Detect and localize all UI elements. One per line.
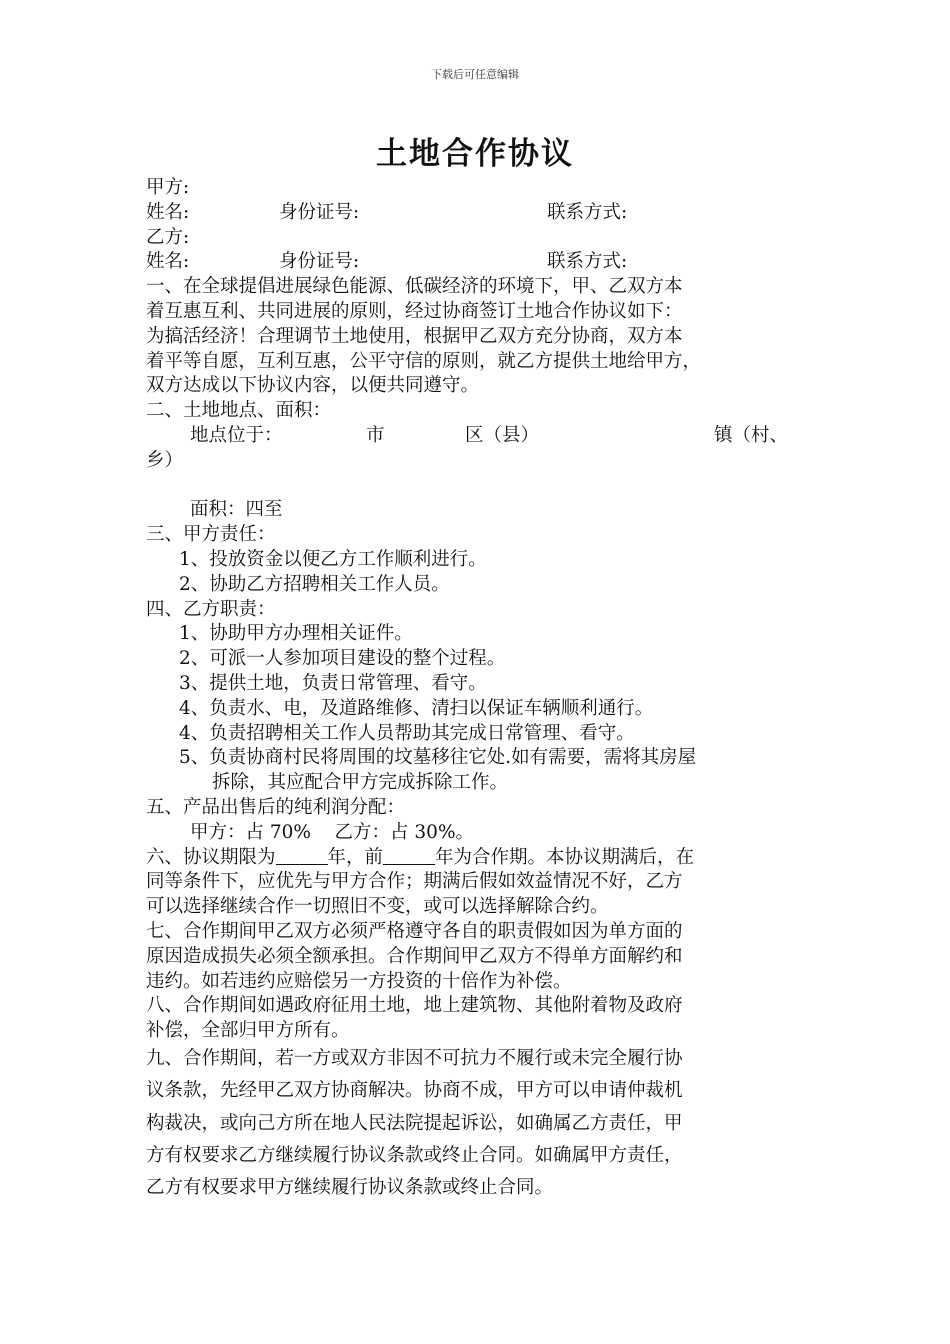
term-years-blank <box>276 846 328 865</box>
sec9-block <box>146 1043 810 1204</box>
sec1-line: 着平等自愿，互利互惠，公平守信的原则，就乙方提供土地给甲方， <box>146 350 702 372</box>
sec9-line: 构裁决，或向己方所在地人民法院提起诉讼，如确属乙方责任，甲 <box>146 1112 683 1134</box>
sec7-line: 原因造成损失必须全额承担。合作期间甲乙双方不得单方面解约和 <box>146 945 683 967</box>
sec4-item: 4、负责水、电，及道路维修、清扫以保证车辆顺利通行。 <box>179 697 654 719</box>
location-label: 地点位于： <box>190 424 283 446</box>
sec8-line: 补偿，全部归甲方所有。 <box>146 1020 350 1042</box>
sec6-part2: 年，前 <box>327 846 384 868</box>
sec6-first-line <box>146 846 810 871</box>
sec9-line: 乙方有权要求甲方继续履行协议条款或终止合同。 <box>146 1177 554 1199</box>
sec2-heading: 二、土地地点、面积： <box>146 400 332 422</box>
sec4-item: 2、可派一人参加项目建设的整个过程。 <box>179 648 506 670</box>
profit-split: 甲方：占 70% 乙方：占 30%。 <box>190 821 475 843</box>
sec3-item: 2、协助乙方招聘相关工作人员。 <box>179 573 450 595</box>
sec5-heading: 五、产品出售后的纯利润分配： <box>146 796 406 818</box>
sec7-line: 七、合作期间甲乙双方必须严格遵守各自的职责假如因为单方面的 <box>146 920 683 942</box>
party-a-label: 甲方: <box>146 177 190 198</box>
location-town-cont: 乡） <box>146 449 184 471</box>
sec6-line: 同等条件下，应优先与甲方合作；期满后假如效益情况不好，乙方 <box>146 871 683 893</box>
sec4-item: 4、负责招聘相关工作人员帮助其完成日常管理、看守。 <box>179 722 635 744</box>
location-town: 镇（村、 <box>714 424 789 446</box>
sec8-line: 八、合作期间如遇政府征用土地，地上建筑物、其他附着物及政府 <box>146 995 683 1017</box>
party-b-label: 乙方: <box>146 226 190 248</box>
page-title: 土地合作协议 <box>376 136 574 172</box>
party-b-fields <box>146 250 810 275</box>
area-line: 面积：四至 <box>190 499 283 521</box>
sec4-item: 5、负责协商村民将周围的坟墓移往它处.如有需要，需将其房屋 <box>179 747 697 769</box>
agreement-body <box>146 176 810 1044</box>
party-a-contact-label: 联系方式: <box>547 201 628 223</box>
party-b-id-label: 身份证号: <box>279 251 360 273</box>
party-a-id-label: 身份证号: <box>279 201 360 223</box>
sec9-line: 方有权要求乙方继续履行协议条款或终止合同。如确属甲方责任， <box>146 1144 683 1166</box>
sec1-line: 着互惠互利、共同进展的原则，经过协商签订土地合作协议如下： <box>146 300 683 322</box>
party-a-fields <box>146 201 810 226</box>
location-city: 市 <box>366 424 385 446</box>
sec3-item: 1、投放资金以便乙方工作顺利进行。 <box>179 548 487 570</box>
sec6-part1: 六、协议期限为 <box>146 846 276 868</box>
sec4-heading: 四、乙方职责： <box>146 598 276 620</box>
coop-years-blank <box>383 846 435 865</box>
location-line <box>146 424 810 449</box>
sec9-line: 议条款，先经甲乙双方协商解决。协商不成，甲方可以申请仲裁机 <box>146 1080 683 1102</box>
sec1-line: 一、在全球提倡进展绿色能源、低碳经济的环境下，甲、乙双方本 <box>146 276 683 298</box>
party-b-name-label: 姓名: <box>146 251 190 273</box>
sec6-line: 可以选择继续合作一切照旧不变，或可以选择解除合约。 <box>146 896 609 918</box>
sec3-heading: 三、甲方责任： <box>146 524 276 546</box>
location-district: 区（县） <box>465 424 540 446</box>
sec7-line: 违约。如若违约应赔偿另一方投资的十倍作为补偿。 <box>146 970 572 992</box>
party-b-contact-label: 联系方式: <box>547 251 628 273</box>
sec4-item: 3、提供土地，负责日常管理、看守。 <box>179 672 487 694</box>
sec1-line: 为搞活经济！合理调节土地使用，根据甲乙双方充分协商，双方本 <box>146 325 683 347</box>
party-a-name-label: 姓名: <box>146 201 190 223</box>
header-note: 下载后可任意编辑 <box>431 68 519 81</box>
sec9-line: 九、合作期间，若一方或双方非因不可抗力不履行或未完全履行协 <box>146 1048 683 1069</box>
sec1-line: 双方达成以下协议内容，以便共同遵守。 <box>146 375 480 397</box>
sec4-item-cont: 拆除，其应配合甲方完成拆除工作。 <box>212 772 509 794</box>
sec4-item: 1、协助甲方办理相关证件。 <box>179 623 413 645</box>
sec6-part3: 年为合作期。本协议期满后，在 <box>435 846 695 868</box>
